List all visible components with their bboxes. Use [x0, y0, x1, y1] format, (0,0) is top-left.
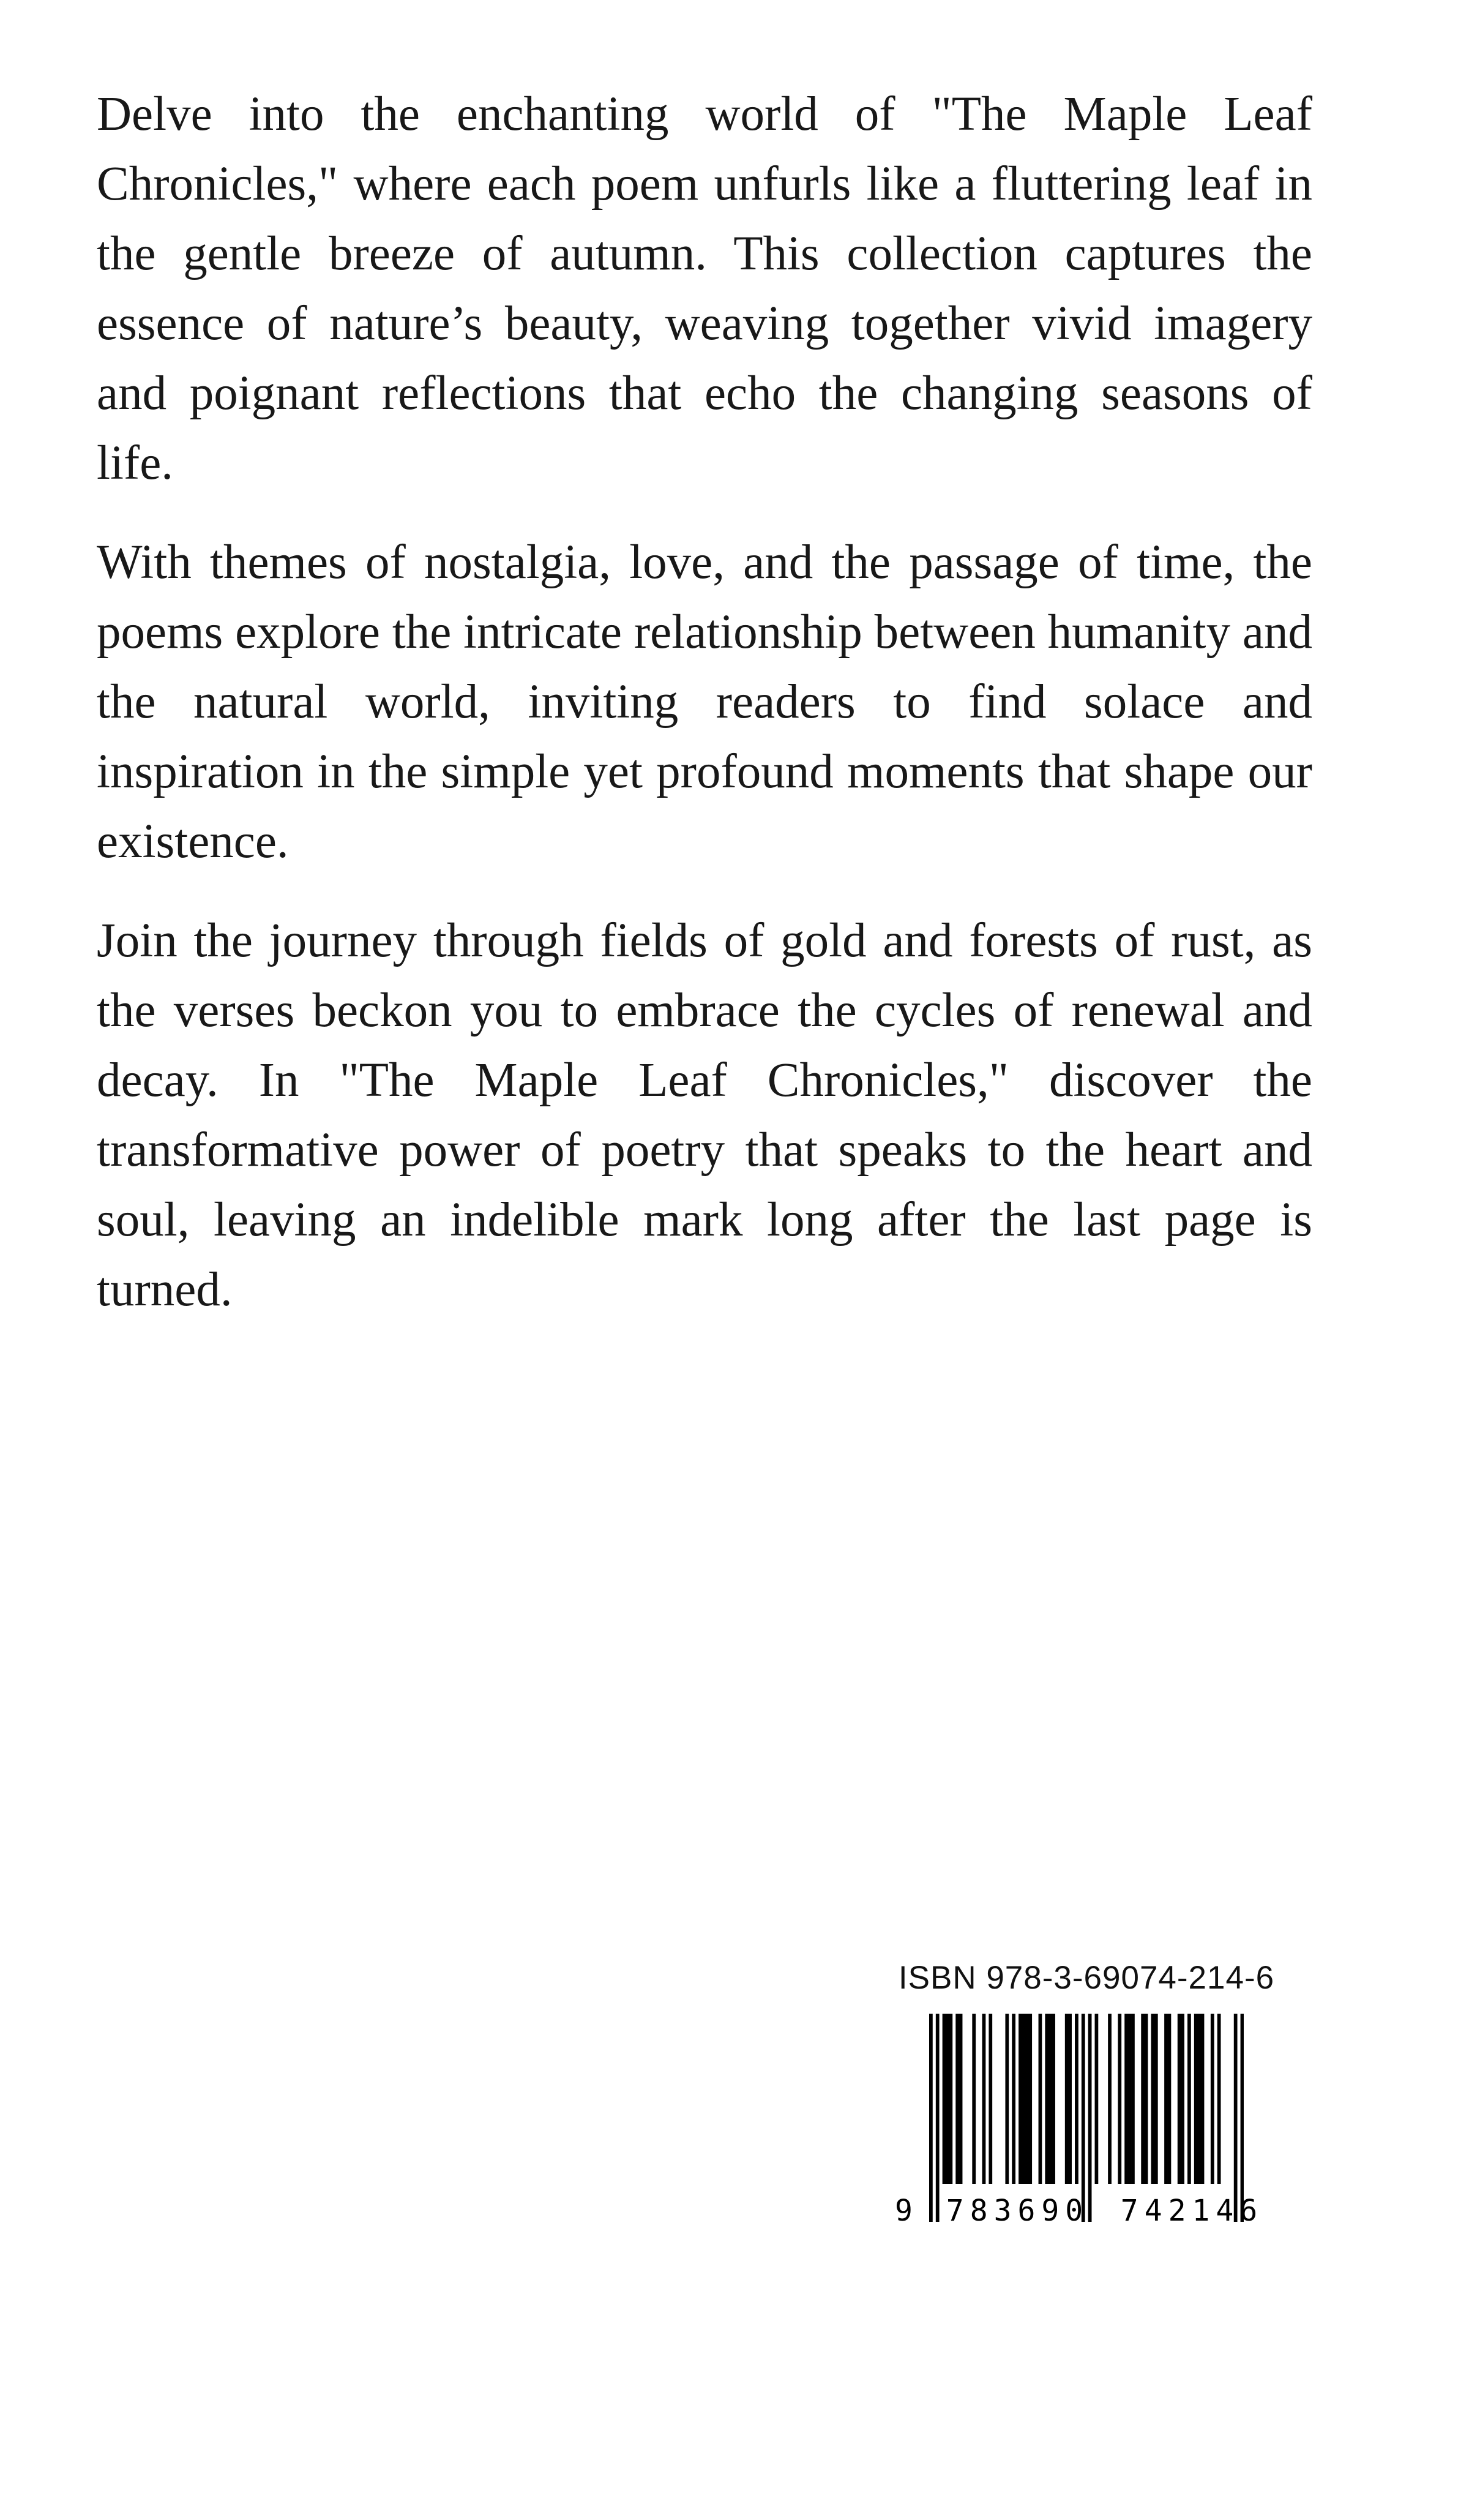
barcode	[894, 2014, 1279, 2228]
isbn-block	[894, 1959, 1279, 2228]
blurb-text-block	[97, 80, 1312, 1325]
blurb-paragraph-1: Delve into the enchanting world of "The Maple Leaf Chronicles," where each poem unfurls like a fluttering leaf in the gentle breeze of autumn. This collection captures the essence of nature’s beauty, weaving together vivid imagery and poignant reflections that echo the changing seasons of life.	[97, 88, 1312, 490]
barcode-digits	[894, 2188, 1279, 2226]
blurb-paragraph-3: Join the journey through fields of gold and forests of rust, as the verses beckon you to embrace the cycles of renewal and decay. In "The Maple Leaf Chronicles," discover the transformative power of poetry that speaks to the heart and soul, leaving an indelible mark long after the last page is turned.	[97, 914, 1312, 1316]
barcode-digit-group-1: 783690	[946, 2194, 1090, 2228]
blurb-paragraph-2: With themes of nostalgia, love, and the passage of time, the poems explore the intricate relationship between humanity and the natural world, inviting readers to find solace and inspiration in the simple yet profound moments that shape our existence.	[97, 536, 1312, 868]
barcode-digit-group-2: 742146	[1120, 2194, 1264, 2228]
barcode-digit-first: 9	[895, 2194, 913, 2228]
isbn-label: ISBN 978-3-69074-214-6	[898, 1960, 1275, 1996]
